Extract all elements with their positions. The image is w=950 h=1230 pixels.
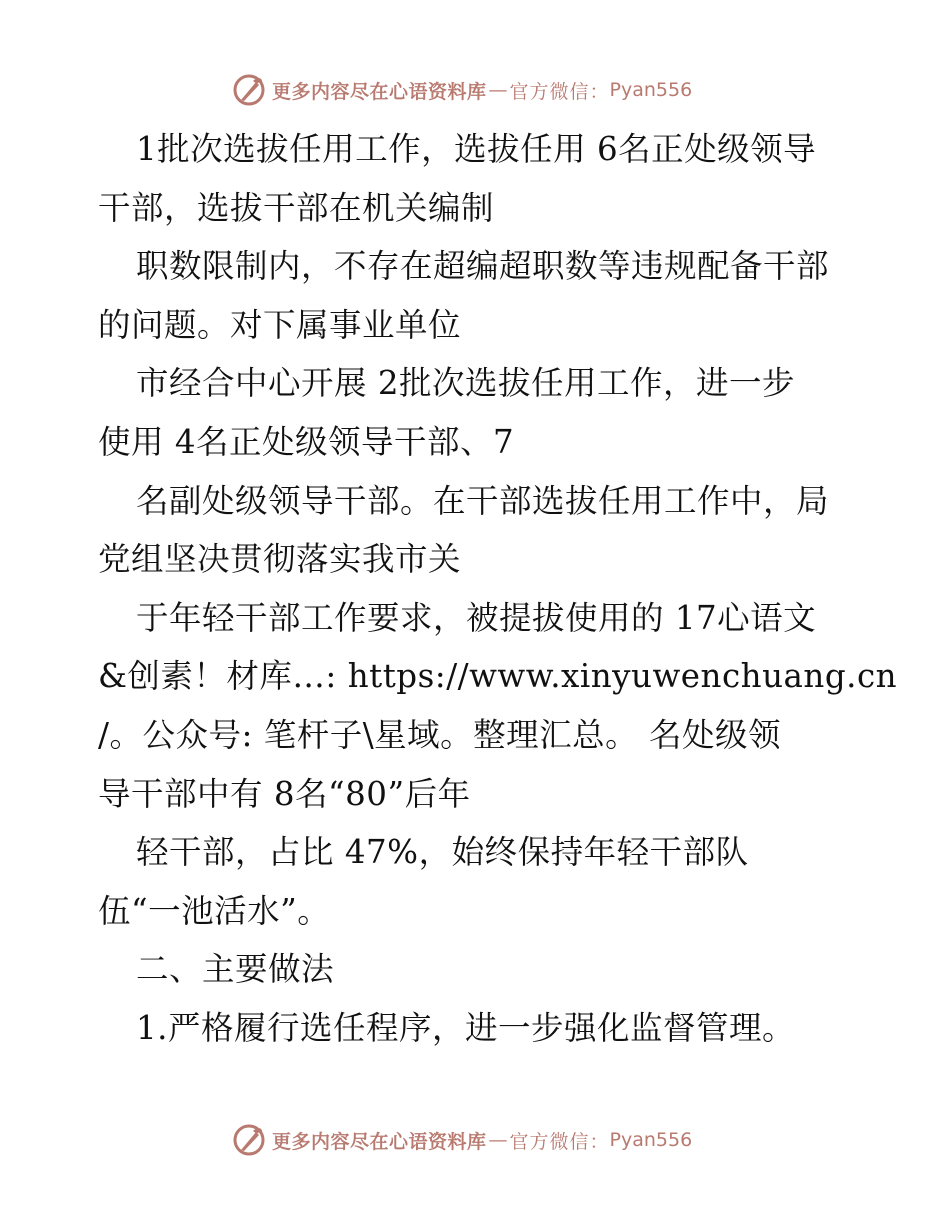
body-line: 干部，选拔干部在机关编制 (98, 188, 495, 227)
body-line: 职数限制内，不存在超编超职数等违规配备干部 (136, 247, 830, 286)
body-line: 伍“一池活水”。 (98, 891, 331, 930)
body-line: 名副处级领导干部。在干部选拔任用工作中，局 (136, 481, 830, 520)
body-line: 导干部中有 8名“80”后年 (98, 774, 471, 813)
section-heading: 二、主要做法 (136, 950, 335, 989)
body-line: 的问题。对下属事业单位 (98, 305, 462, 344)
watermark-wechat-label: 官方微信： (509, 1130, 610, 1153)
watermark-wechat-id: Pyan556 (609, 1129, 693, 1151)
body-line: &创素！材库…: https://www.xinyuwenchuang.cn (98, 657, 898, 696)
footer-watermark (232, 1122, 692, 1158)
watermark-wechat-label: 官方微信： (509, 80, 610, 103)
watermark-text: 更多内容尽在心语资料库 (272, 80, 487, 103)
quill-pen-circle-icon (232, 1123, 266, 1157)
body-line: 使用 4名正处级领导干部、7 (98, 422, 515, 461)
header-watermark (232, 72, 692, 108)
watermark-wechat-id: Pyan556 (609, 79, 693, 101)
document-body (98, 120, 898, 1058)
quill-pen-circle-icon (232, 73, 266, 107)
body-line: 轻干部，占比 47%，始终保持年轻干部队 (136, 833, 749, 872)
watermark-text: 更多内容尽在心语资料库 (272, 1130, 487, 1153)
body-line: 1.严格履行选任程序，进一步强化监督管理。 (136, 1008, 796, 1047)
body-line: 党组坚决贯彻落实我市关 (98, 540, 462, 579)
body-line: /。公众号: 笔杆子\星域。整理汇总。 名处级领 (98, 715, 782, 754)
body-line: 1批次选拔任用工作，选拔任用 6名正处级领导 (136, 130, 817, 168)
watermark-dash: — (488, 1129, 508, 1151)
watermark-dash: — (488, 79, 508, 101)
body-line: 于年轻干部工作要求，被提拔使用的 17心语文 (136, 598, 817, 637)
body-line: 市经合中心开展 2批次选拔任用工作，进一步 (136, 364, 796, 403)
